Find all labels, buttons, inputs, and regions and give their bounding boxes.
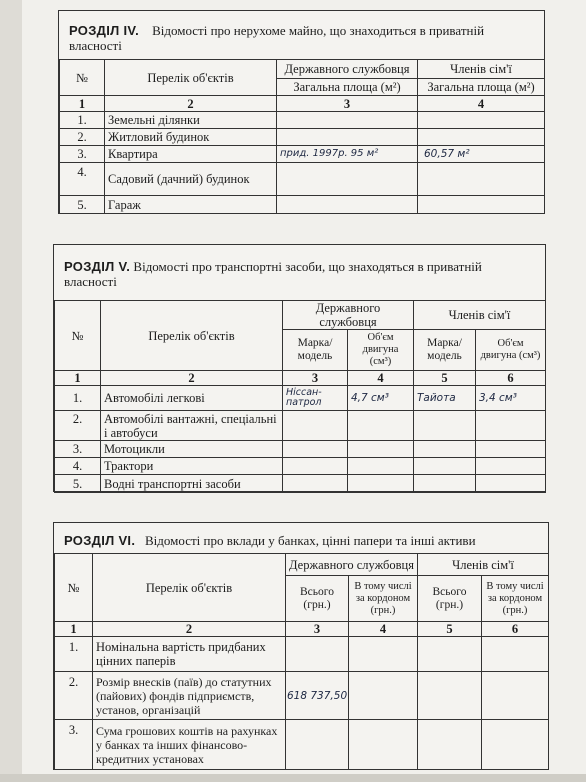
- header-abroad-state: В тому числі за кордоном (грн.): [349, 576, 418, 622]
- header-total-state: Всього (грн.): [286, 576, 349, 622]
- header-no: №: [55, 301, 101, 371]
- family-volume-value: [476, 441, 546, 458]
- row-number: 2.: [60, 129, 105, 146]
- table-row: [55, 672, 549, 720]
- header-volume-state: Об'єм двигуна (см³): [348, 330, 414, 371]
- colnum: 5: [418, 622, 482, 637]
- row-label: Номінальна вартість придбаних цінних паперів: [93, 637, 286, 672]
- table-row: [60, 129, 545, 146]
- section-4-title: [69, 23, 534, 53]
- table-row: [55, 411, 546, 441]
- header-brand-state: Марка/ модель: [283, 330, 348, 371]
- section-4-heading: Відомості про нерухоме майно, що знаходиться в приватній власності: [69, 23, 485, 53]
- state-area-value: [277, 129, 418, 146]
- state-volume-value: [348, 411, 414, 441]
- family-area-value: [418, 163, 545, 196]
- state-area-value: прид. 1997р. 95 м²: [277, 146, 418, 163]
- row-number: 5.: [55, 475, 101, 493]
- table-row: [60, 112, 545, 129]
- row-number: 2.: [55, 672, 93, 720]
- header-state: Державного службовця: [283, 301, 414, 330]
- state-brand-value: [283, 458, 348, 475]
- real-estate-table: [59, 59, 545, 214]
- section-5: [53, 244, 546, 492]
- colnum: 1: [60, 96, 105, 112]
- table-row: [55, 386, 546, 411]
- family-area-value: [418, 129, 545, 146]
- header-volume-family: Об'єм двигуна (см³): [476, 330, 546, 371]
- state-area-value: [277, 163, 418, 196]
- header-state: Державного службовця: [277, 60, 418, 79]
- colnum: 1: [55, 371, 101, 386]
- table-row: [55, 475, 546, 493]
- section-5-title: [64, 259, 534, 289]
- header-brand-family: Марка/ модель: [414, 330, 476, 371]
- colnum: 5: [414, 371, 476, 386]
- section-6: [53, 522, 549, 770]
- family-volume-value: 3,4 см³: [476, 386, 546, 411]
- row-label: Житловий будинок: [105, 129, 277, 146]
- colnum: 6: [482, 622, 549, 637]
- header-no: №: [60, 60, 105, 96]
- section-6-heading: Відомості про вклади у банках, цінні папери та інші активи: [145, 533, 476, 548]
- row-label: Автомобілі вантажні, спеціальні і автобуси: [101, 411, 283, 441]
- row-label: Гараж: [105, 196, 277, 214]
- row-label: Трактори: [101, 458, 283, 475]
- row-number: 5.: [60, 196, 105, 214]
- section-5-heading: Відомості про транспортні засоби, що знаходяться в приватній власності: [64, 259, 482, 289]
- header-total-family: Всього (грн.): [418, 576, 482, 622]
- header-list: Перелік об'єктів: [101, 301, 283, 371]
- state-area-value: [277, 112, 418, 129]
- colnum: 3: [286, 622, 349, 637]
- row-label: Квартира: [105, 146, 277, 163]
- header-family: Членів сім'ї: [418, 554, 549, 576]
- header-list: Перелік об'єктів: [105, 60, 277, 96]
- colnum: 1: [55, 622, 93, 637]
- family-brand-value: [414, 411, 476, 441]
- family-brand-value: [414, 458, 476, 475]
- family-brand-value: [414, 475, 476, 493]
- colnum: 3: [277, 96, 418, 112]
- row-label: Земельні ділянки: [105, 112, 277, 129]
- family-volume-value: [476, 475, 546, 493]
- state-total-value: 618 737,50: [286, 672, 349, 720]
- row-number: 3.: [55, 441, 101, 458]
- header-state: Державного службовця: [286, 554, 418, 576]
- bottom-shadow: [0, 774, 586, 782]
- row-label: Автомобілі легкові: [101, 386, 283, 411]
- header-abroad-family: В тому числі за кордоном (грн.): [482, 576, 549, 622]
- family-brand-value: [414, 441, 476, 458]
- table-row: [60, 146, 545, 163]
- family-volume-value: [476, 411, 546, 441]
- row-number: 1.: [55, 637, 93, 672]
- family-area-value: [418, 196, 545, 214]
- row-number: 4.: [55, 458, 101, 475]
- row-label: Садовий (дачний) будинок: [105, 163, 277, 196]
- colnum: 4: [418, 96, 545, 112]
- family-volume-value: [476, 458, 546, 475]
- state-volume-value: 4,7 см³: [348, 386, 414, 411]
- row-label: Водні транспортні засоби: [101, 475, 283, 493]
- row-number: 3.: [60, 146, 105, 163]
- section-6-title: [64, 533, 542, 548]
- state-volume-value: [348, 441, 414, 458]
- state-area-value: [277, 196, 418, 214]
- section-5-number: РОЗДІЛ V.: [64, 259, 131, 274]
- state-brand-value: [283, 411, 348, 441]
- family-abroad-value: [482, 672, 549, 720]
- row-label: Мотоцикли: [101, 441, 283, 458]
- header-family: Членів сім'ї: [414, 301, 546, 330]
- header-family: Членів сім'ї: [418, 60, 545, 79]
- header-list: Перелік об'єктів: [93, 554, 286, 622]
- row-label: Сума грошових коштів на рахунках у банках та інших фінансово-кредитних установах: [93, 720, 286, 770]
- colnum: 2: [101, 371, 283, 386]
- row-number: 2.: [55, 411, 101, 441]
- assets-table: [54, 553, 549, 770]
- table-row: [55, 637, 549, 672]
- colnum: 2: [105, 96, 277, 112]
- colnum: 2: [93, 622, 286, 637]
- row-label: Розмір внесків (паїв) до статутних (пайових) фондів підприємств, установ, організацій: [93, 672, 286, 720]
- state-abroad-value: [349, 720, 418, 770]
- state-total-value: [286, 720, 349, 770]
- section-6-number: РОЗДІЛ VI.: [64, 533, 136, 548]
- state-total-value: [286, 637, 349, 672]
- family-abroad-value: [482, 637, 549, 672]
- family-abroad-value: [482, 720, 549, 770]
- family-brand-value: Тайота: [414, 386, 476, 411]
- state-abroad-value: [349, 637, 418, 672]
- header-area-family: Загальна площа (м²): [418, 79, 545, 96]
- colnum: 6: [476, 371, 546, 386]
- state-volume-value: [348, 475, 414, 493]
- state-volume-value: [348, 458, 414, 475]
- table-row: [60, 163, 545, 196]
- family-total-value: [418, 637, 482, 672]
- table-row: [55, 458, 546, 475]
- state-abroad-value: [349, 672, 418, 720]
- family-area-value: [418, 112, 545, 129]
- table-row: [55, 441, 546, 458]
- row-number: 3.: [55, 720, 93, 770]
- row-number: 1.: [60, 112, 105, 129]
- header-no: №: [55, 554, 93, 622]
- header-area-state: Загальна площа (м²): [277, 79, 418, 96]
- row-number: 1.: [55, 386, 101, 411]
- state-brand-value: Ніссан-патрол: [283, 386, 348, 411]
- vehicles-table: [54, 300, 546, 493]
- colnum: 4: [348, 371, 414, 386]
- section-4: [58, 10, 545, 214]
- table-row: [55, 720, 549, 770]
- family-total-value: [418, 720, 482, 770]
- state-brand-value: [283, 475, 348, 493]
- family-total-value: [418, 672, 482, 720]
- table-row: [60, 196, 545, 214]
- section-4-number: РОЗДІЛ IV.: [69, 23, 140, 38]
- colnum: 4: [349, 622, 418, 637]
- colnum: 3: [283, 371, 348, 386]
- row-number: 4.: [60, 163, 105, 196]
- family-area-value: 60,57 м²: [418, 146, 545, 163]
- state-brand-value: [283, 441, 348, 458]
